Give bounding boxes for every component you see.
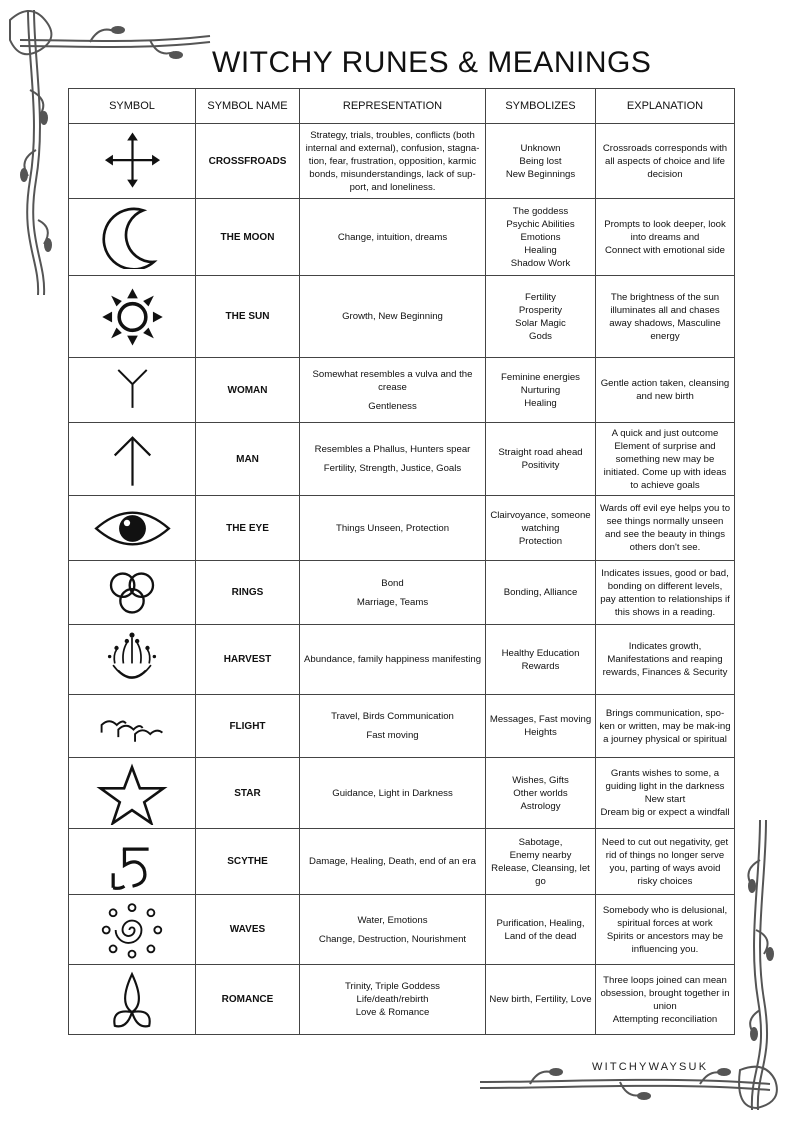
triquetra-icon <box>89 969 175 1031</box>
symbol-cell <box>69 895 196 965</box>
explanation-cell <box>596 358 735 423</box>
cell-line: Fast moving <box>366 730 419 741</box>
symbol-cell <box>69 124 196 199</box>
cell-line: Trinity, Triple Goddess <box>345 981 440 992</box>
cell-line: Love & Romance <box>355 1007 430 1018</box>
cell-line: New Beginnings <box>505 168 576 180</box>
cell-line: Feminine energies <box>501 371 580 383</box>
cell-line: Positivity <box>521 460 560 471</box>
symbol-cell <box>69 199 196 276</box>
explanation-cell <box>596 625 735 695</box>
cell-line: Connect with emotional side <box>605 244 725 256</box>
symbol-cell <box>69 358 196 423</box>
symbol-cell <box>69 829 196 895</box>
symbol-name-cell: CROSSFROADS <box>196 124 300 199</box>
symbol-name-cell: RINGS <box>196 561 300 625</box>
symbolizes-cell <box>486 423 596 496</box>
cell-line: Wards off evil eye helps you to see things normally unseen and see the beauty in things others don't see. <box>599 503 731 553</box>
cell-line: A quick and just outcome <box>611 427 719 439</box>
header-symbol: SYMBOL <box>69 89 196 124</box>
symbolizes-cell <box>486 199 596 276</box>
cell-line: Wishes, Gifts <box>512 774 569 786</box>
representation-cell <box>300 829 486 895</box>
symbol-cell <box>69 758 196 829</box>
cell-line: Healthy Education <box>501 647 580 659</box>
cell-line: Gentleness <box>368 400 417 412</box>
table-row <box>69 124 735 199</box>
scythe-icon <box>92 833 173 891</box>
symbol-name-cell: FLIGHT <box>196 695 300 758</box>
table-row <box>69 829 735 895</box>
symbolizes-cell <box>486 625 596 695</box>
table-row <box>69 496 735 561</box>
cell-line: Emotions <box>520 231 561 243</box>
cell-line: Astrology <box>520 800 561 812</box>
cell-line: Unknown <box>520 142 561 154</box>
cell-line: Change, Destruction, Nourishment <box>318 933 467 945</box>
cell-line: Purification, Healing, Land of the dead <box>496 917 585 942</box>
representation-cell <box>300 758 486 829</box>
footer-brand: WITCHYWAYSUK <box>592 1061 709 1073</box>
cell-line: Heights <box>524 727 557 738</box>
representation-cell <box>300 199 486 276</box>
table-row <box>69 276 735 358</box>
explanation-cell <box>596 695 735 758</box>
crossroads-icon <box>88 129 177 193</box>
table-header-row <box>69 89 735 124</box>
table-row <box>69 358 735 423</box>
symbolizes-cell <box>486 758 596 829</box>
cell-line: Water, Emotions <box>357 914 428 926</box>
symbolizes-cell <box>486 496 596 561</box>
representation-cell <box>300 124 486 199</box>
symbol-name-cell: STAR <box>196 758 300 829</box>
explanation-cell <box>596 124 735 199</box>
representation-cell <box>300 496 486 561</box>
representation-cell <box>300 561 486 625</box>
cell-line: Dream big or expect a windfall <box>600 807 730 818</box>
symbol-name-cell: WAVES <box>196 895 300 965</box>
representation-cell <box>300 695 486 758</box>
cell-line: Travel, Birds Communication <box>331 711 454 722</box>
explanation-cell <box>596 423 735 496</box>
symbol-cell <box>69 496 196 561</box>
symbol-name-cell: THE SUN <box>196 276 300 358</box>
cell-line: Release, Cleansing, let go <box>491 862 590 887</box>
star-icon <box>88 762 176 825</box>
symbol-name-cell: ROMANCE <box>196 965 300 1035</box>
cell-line: Protection <box>518 535 563 547</box>
cell-line: Bond <box>381 577 404 589</box>
cell-line: Clairvoyance, someone watching <box>490 509 591 534</box>
symbolizes-cell <box>486 124 596 199</box>
table-row <box>69 758 735 829</box>
symbol-name-cell: THE MOON <box>196 199 300 276</box>
cell-line: Marriage, Teams <box>356 596 429 608</box>
moon-icon <box>88 205 177 269</box>
cell-line: Gods <box>529 330 552 342</box>
cell-line: Messages, Fast moving <box>489 714 592 725</box>
eye-icon <box>93 500 172 557</box>
symbol-cell <box>69 625 196 695</box>
cell-line: Rewards <box>521 660 560 672</box>
symbol-cell <box>69 561 196 625</box>
cell-line: Guidance, Light in Darkness <box>332 787 453 799</box>
waves-icon <box>89 899 175 961</box>
cell-line: Fertility <box>525 291 556 303</box>
table-row <box>69 423 735 496</box>
cell-line: Being lost <box>519 155 562 167</box>
symbol-cell <box>69 695 196 758</box>
symbolizes-cell <box>486 829 596 895</box>
symbol-name-cell: MAN <box>196 423 300 496</box>
cell-line: Crossroads corresponds with all aspects of choice and life decision <box>602 142 728 180</box>
cell-line: Sabotage, <box>518 836 563 848</box>
table-row <box>69 965 735 1035</box>
table-row <box>69 625 735 695</box>
representation-cell <box>300 895 486 965</box>
header-symbol-name: SYMBOL NAME <box>196 89 300 124</box>
cell-line: Nurturing <box>520 384 561 396</box>
representation-cell <box>300 276 486 358</box>
cell-line: Somebody who is delusional, spiritual forces at work <box>602 904 728 929</box>
table-row <box>69 895 735 965</box>
symbol-name-cell: SCYTHE <box>196 829 300 895</box>
cell-line: Shadow Work <box>510 257 571 269</box>
cell-line: Brings communication, spo-ken or written, may be mak-ing a journey physical or spiritual <box>599 707 731 745</box>
cell-line: Things Unseen, Protection <box>335 522 450 534</box>
symbol-name-cell: THE EYE <box>196 496 300 561</box>
rings-icon <box>93 565 171 621</box>
explanation-cell <box>596 276 735 358</box>
symbolizes-cell <box>486 358 596 423</box>
header-symbolizes: SYMBOLIZES <box>486 89 596 124</box>
table-row <box>69 695 735 758</box>
explanation-cell <box>596 561 735 625</box>
cell-line: Prompts to look deeper, look into dreams and <box>604 218 726 243</box>
cell-line: Change, intuition, dreams <box>337 231 448 243</box>
cell-line: Life/death/rebirth <box>356 994 429 1005</box>
cell-line: Fertility, Strength, Justice, Goals <box>323 463 462 474</box>
cell-line: Spirits or ancestors may be influencing you. <box>606 930 724 955</box>
cell-line: Growth, New Beginning <box>342 311 443 322</box>
cell-line: Bonding, Alliance <box>503 587 578 598</box>
cell-line: The brightness of the sun illuminates all and chases away shadows, Masculine energy <box>609 291 721 342</box>
symbol-cell <box>69 276 196 358</box>
symbolizes-cell <box>486 965 596 1035</box>
cell-line: Grants wishes to some, a guiding light in the darkness <box>605 768 725 792</box>
symbol-name-cell: WOMAN <box>196 358 300 423</box>
table-row <box>69 199 735 276</box>
symbol-cell <box>69 423 196 496</box>
page-title: WITCHY RUNES & MEANINGS <box>212 46 652 79</box>
cell-line: New start <box>644 794 686 805</box>
cell-line: Indicates issues, good or bad, bonding on different levels, pay attention to relationships if this shows in a reading. <box>600 567 730 618</box>
cell-line: Attempting reconciliation <box>612 1013 718 1025</box>
explanation-cell <box>596 829 735 895</box>
cell-line: Healing <box>524 244 557 256</box>
explanation-cell <box>596 895 735 965</box>
explanation-cell <box>596 496 735 561</box>
cell-line: Strategy, trials, troubles, conflicts (both internal and external), confusion, stagna-tion, fear, frustration, opposition, karmic bonds, misunderstandings, lack of sup-port, and loneliness. <box>305 129 480 193</box>
cell-line: Psychic Abilities <box>506 218 575 230</box>
cell-line: Enemy nearby <box>509 849 572 861</box>
cell-line: Other worlds <box>513 787 568 799</box>
cell-line: something new may be initiated. Come up with ideas to achieve goals <box>603 453 727 491</box>
flight-icon <box>94 699 170 754</box>
cell-line: Damage, Healing, Death, end of an era <box>309 856 476 867</box>
representation-cell <box>300 423 486 496</box>
cell-line: Gentle action taken, cleansing and new birth <box>600 378 730 402</box>
cell-line: The goddess <box>512 205 569 217</box>
explanation-cell <box>596 758 735 829</box>
woman-rune-icon <box>93 362 172 419</box>
cell-line: Solar Magic <box>515 317 566 329</box>
symbol-cell <box>69 965 196 1035</box>
cell-line: Three loops joined can mean obsession, brought together in union <box>600 974 730 1012</box>
cell-line: Abundance, family happiness manifesting <box>303 654 482 665</box>
cell-line: Need to cut out negativity, get rid of things no longer serve you, parting of ways avoid risky choices <box>601 836 729 887</box>
symbolizes-cell <box>486 695 596 758</box>
symbolizes-cell <box>486 561 596 625</box>
explanation-cell <box>596 965 735 1035</box>
symbolizes-cell <box>486 895 596 965</box>
cell-line: Resembles a Phallus, Hunters spear <box>314 444 471 455</box>
table-row <box>69 561 735 625</box>
sun-icon <box>88 285 177 349</box>
header-representation: REPRESENTATION <box>300 89 486 124</box>
cell-line: Healing <box>524 397 557 409</box>
man-rune-icon <box>88 427 177 491</box>
symbol-name-cell: HARVEST <box>196 625 300 695</box>
cell-line: Indicates growth, Manifestations and reaping rewards, Finances & Security <box>602 641 728 678</box>
cell-line: Prosperity <box>518 304 563 316</box>
cell-line: Straight road ahead <box>498 447 583 458</box>
cell-line: Element of surprise and <box>614 440 716 452</box>
representation-cell <box>300 965 486 1035</box>
runes-table <box>68 88 735 1035</box>
representation-cell <box>300 358 486 423</box>
symbolizes-cell <box>486 276 596 358</box>
harvest-icon <box>89 629 175 691</box>
cell-line: New birth, Fertility, Love <box>489 994 592 1005</box>
representation-cell <box>300 625 486 695</box>
explanation-cell <box>596 199 735 276</box>
header-explanation: EXPLANATION <box>596 89 735 124</box>
cell-line: Somewhat resembles a vulva and the crease <box>312 368 473 393</box>
